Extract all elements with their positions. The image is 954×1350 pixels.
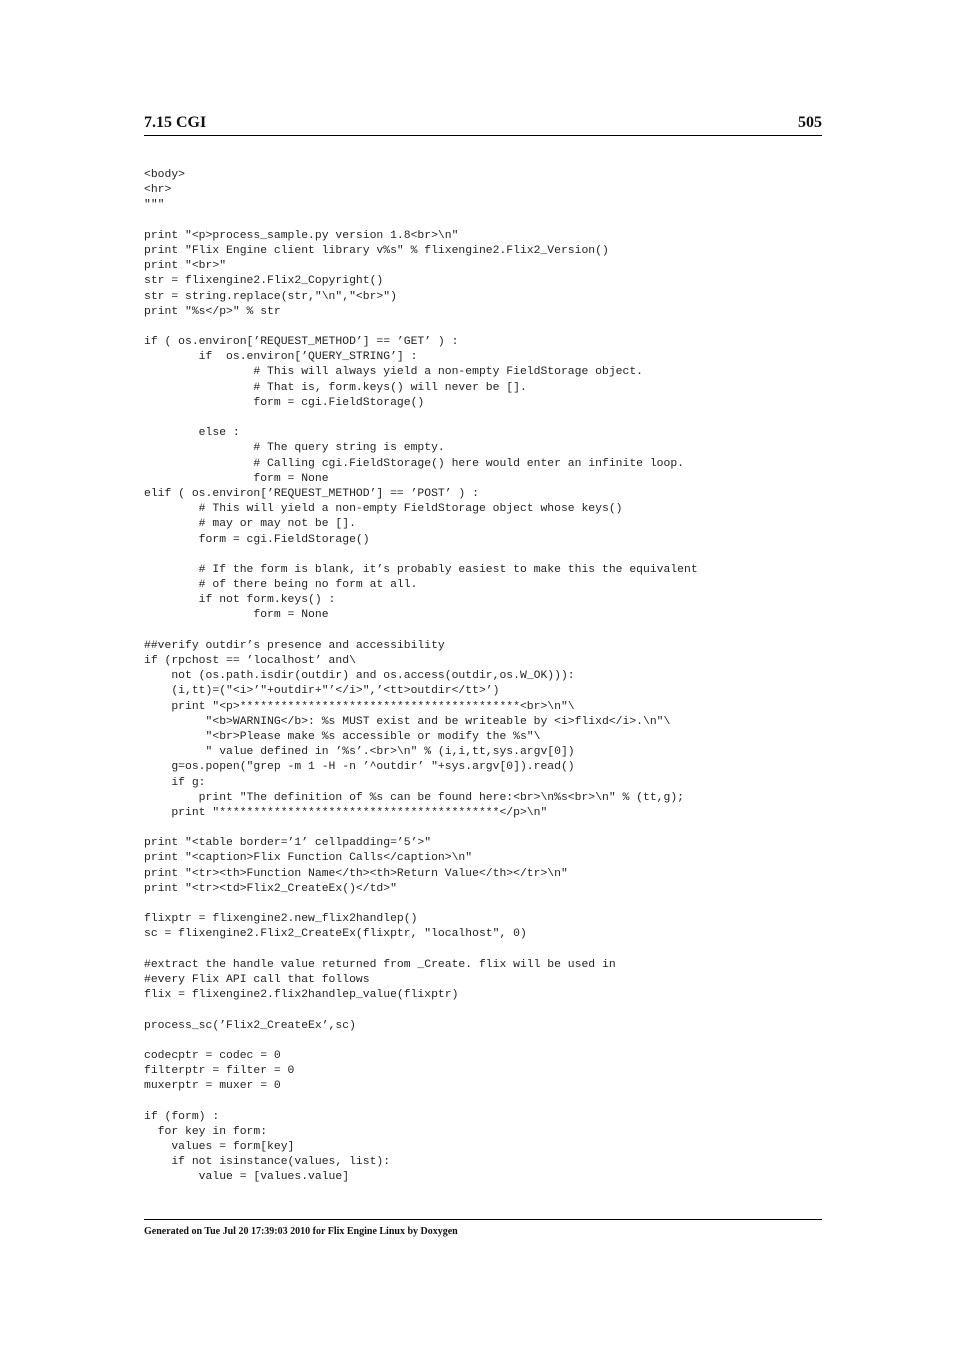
code-line: print "<p>process_sample.py version 1.8<br>\n" bbox=[144, 229, 459, 242]
code-line: print "<p>*****************************************<br>\n"\ bbox=[144, 700, 575, 713]
code-line: if (form) : bbox=[144, 1110, 220, 1123]
code-line: not (os.path.isdir(outdir) and os.access(outdir,os.W_OK))): bbox=[144, 670, 575, 683]
code-line: #extract the handle value returned from _Create. flix will be used in bbox=[144, 958, 616, 971]
code-line: if (rpchost == ’localhost’ and\ bbox=[144, 655, 356, 667]
code-line: # That is, form.keys() will never be []. bbox=[144, 381, 527, 394]
code-line: muxerptr = muxer = 0 bbox=[144, 1080, 281, 1093]
code-line: if not isinstance(values, list): bbox=[144, 1156, 391, 1169]
code-line: print "Flix Engine client library v%s" % flixengine2.Flix2_Version() bbox=[144, 244, 609, 257]
code-line: form = None bbox=[144, 609, 329, 622]
code-line: print "<tr><th>Function Name</th><th>Return Value</th></tr>\n" bbox=[144, 867, 568, 880]
code-line: print "<tr><td>Flix2_CreateEx()</td>" bbox=[144, 882, 397, 895]
code-line: str = flixengine2.Flix2_Copyright() bbox=[144, 275, 384, 288]
code-line: "<b>WARNING</b>: %s MUST exist and be writeable by <i>flixd</i>.\n"\ bbox=[144, 715, 671, 728]
code-line: for key in form: bbox=[144, 1125, 268, 1138]
code-line: print "<br>" bbox=[144, 260, 227, 273]
code-line: # If the form is blank, it’s probably easiest to make this the equivalent bbox=[144, 563, 698, 576]
code-line: g=os.popen("grep -m 1 -H -n ’^outdir’ "+sys.argv[0]).read() bbox=[144, 761, 575, 774]
code-line: filterptr = filter = 0 bbox=[144, 1065, 295, 1078]
code-line: values = form[key] bbox=[144, 1141, 295, 1153]
code-line bbox=[144, 214, 824, 229]
code-line: """ bbox=[144, 199, 165, 212]
code-line bbox=[144, 548, 824, 563]
code-line: # This will yield a non-empty FieldStorage object whose keys() bbox=[144, 503, 623, 516]
code-line: form = cgi.FieldStorage() bbox=[144, 396, 425, 409]
section-title: 7.15 CGI bbox=[144, 114, 207, 131]
code-line: elif ( os.environ[’REQUEST_METHOD’] == ’POST’ ) : bbox=[144, 487, 479, 500]
code-line: if g: bbox=[144, 776, 206, 789]
code-line: flixptr = flixengine2.new_flix2handlep() bbox=[144, 913, 418, 926]
code-line: form = cgi.FieldStorage() bbox=[144, 533, 370, 546]
code-line: sc = flixengine2.Flix2_CreateEx(flixptr, "localhost", 0) bbox=[144, 928, 527, 941]
code-line: if ( os.environ[’REQUEST_METHOD’] == ’GET’ ) : bbox=[144, 336, 459, 349]
code-line: (i,tt)=("<i>’"+outdir+"’</i>",’<tt>outdir</tt>’) bbox=[144, 685, 500, 698]
code-line: "<br>Please make %s accessible or modify the %s"\ bbox=[144, 730, 541, 743]
code-line: ##verify outdir’s presence and accessibility bbox=[144, 639, 445, 652]
footer-text: Generated on Tue Jul 20 17:39:03 2010 for Flix Engine Linux by Doxygen bbox=[144, 1226, 458, 1237]
code-line: # Calling cgi.FieldStorage() here would enter an infinite loop. bbox=[144, 457, 685, 470]
code-line: else : bbox=[144, 427, 240, 440]
code-line: " value defined in ’%s’.<br>\n" % (i,i,tt,sys.argv[0]) bbox=[144, 746, 575, 759]
code-line: if os.environ[’QUERY_STRING’] : bbox=[144, 351, 418, 364]
code-line: # The query string is empty. bbox=[144, 442, 445, 455]
code-line: print "<table border=’1’ cellpadding=’5’>" bbox=[144, 837, 432, 850]
code-line bbox=[144, 897, 824, 912]
code-line: str = string.replace(str,"\n","<br>") bbox=[144, 290, 397, 303]
code-line bbox=[144, 943, 824, 958]
code-line bbox=[144, 1034, 824, 1049]
code-line bbox=[144, 411, 824, 426]
code-line: <hr> bbox=[144, 184, 172, 197]
code-line: # of there being no form at all. bbox=[144, 579, 418, 592]
code-line: codecptr = codec = 0 bbox=[144, 1049, 281, 1062]
code-listing bbox=[144, 168, 824, 1186]
code-line: print "The definition of %s can be found here:<br>\n%s<br>\n" % (tt,g); bbox=[144, 791, 685, 804]
code-line: print "*****************************************</p>\n" bbox=[144, 806, 548, 819]
code-line: <body> bbox=[144, 169, 186, 181]
page-number: 505 bbox=[798, 114, 822, 131]
code-line: value = [values.value] bbox=[144, 1171, 350, 1184]
code-line bbox=[144, 320, 824, 335]
code-line bbox=[144, 1003, 824, 1018]
code-line: # may or may not be []. bbox=[144, 518, 356, 531]
code-line bbox=[144, 821, 824, 836]
code-line bbox=[144, 1094, 824, 1109]
code-line: #every Flix API call that follows bbox=[144, 973, 370, 986]
code-line: print "%s</p>" % str bbox=[144, 305, 281, 318]
page-header bbox=[144, 113, 822, 136]
code-line: if not form.keys() : bbox=[144, 594, 336, 607]
code-line: print "<caption>Flix Function Calls</caption>\n" bbox=[144, 852, 473, 865]
code-line: process_sc(’Flix2_CreateEx’,sc) bbox=[144, 1019, 356, 1032]
page-footer bbox=[144, 1219, 822, 1237]
code-line: flix = flixengine2.flix2handlep_value(flixptr) bbox=[144, 989, 459, 1002]
code-line bbox=[144, 624, 824, 639]
code-line: form = None bbox=[144, 472, 329, 485]
code-line: # This will always yield a non-empty FieldStorage object. bbox=[144, 366, 643, 379]
